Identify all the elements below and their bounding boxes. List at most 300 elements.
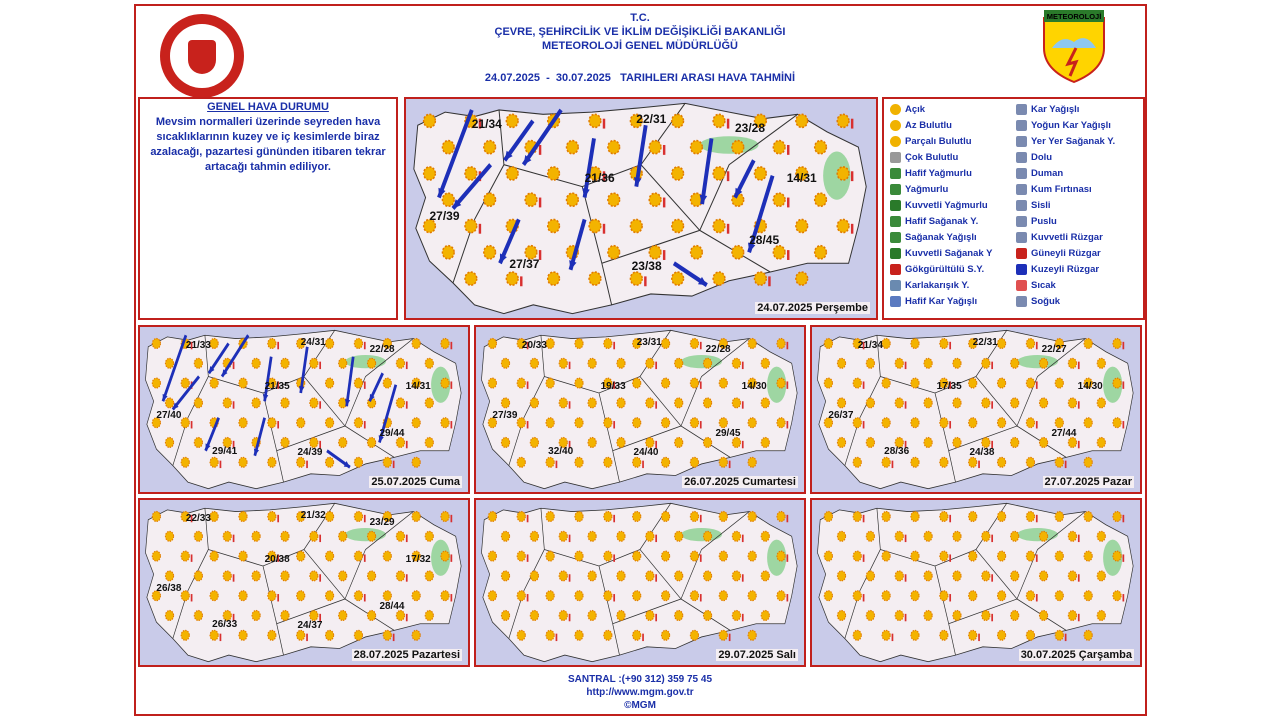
sunny-icon (152, 339, 160, 349)
sunny-icon (488, 378, 496, 388)
sunny-icon (223, 571, 231, 581)
sunny-icon (719, 630, 727, 640)
sunny-icon (969, 551, 977, 561)
legend-label: Dolu (1031, 152, 1053, 163)
sunny-icon (675, 358, 683, 368)
sunny-icon (895, 358, 903, 368)
sunny-icon (732, 246, 744, 259)
sunny-icon (412, 512, 420, 522)
hot-icon (655, 574, 657, 581)
sunny-icon (268, 630, 276, 640)
sunny-icon (748, 457, 756, 467)
sunny-icon (165, 531, 173, 541)
hot-icon (663, 250, 665, 260)
hot-icon (277, 515, 279, 522)
temperature-label: 23/38 (631, 258, 662, 273)
hot-icon (1123, 554, 1125, 561)
sunny-icon (982, 531, 990, 541)
sunny-icon (441, 378, 449, 388)
sunny-icon (354, 630, 362, 640)
sunny-icon (530, 358, 538, 368)
sunny-icon (310, 531, 318, 541)
temperature-label: 29/45 (715, 427, 741, 439)
sunny-icon (181, 551, 189, 561)
hot-icon (787, 198, 789, 208)
sunny-icon (633, 591, 641, 601)
sunny-icon (559, 611, 567, 621)
legend-item-left-7 (890, 215, 978, 229)
sunny-icon (1026, 339, 1034, 349)
sunny-icon (815, 246, 827, 259)
sunny-icon (1113, 591, 1121, 601)
sunny-icon (997, 512, 1005, 522)
legend-symbol-icon (890, 120, 901, 131)
sunny-icon (853, 630, 861, 640)
sunny-icon (853, 512, 861, 522)
temperature-label: 22/28 (705, 343, 731, 355)
sunny-icon (152, 551, 160, 561)
hot-icon (539, 145, 541, 155)
sunny-icon (239, 378, 247, 388)
sunny-icon (911, 551, 919, 561)
sunny-icon (675, 531, 683, 541)
temperature-label: 14/31 (786, 171, 817, 186)
sunny-icon (969, 591, 977, 601)
sunny-icon (181, 418, 189, 428)
sunny-icon (1068, 571, 1076, 581)
sunny-icon (608, 193, 620, 206)
sunny-icon (911, 339, 919, 349)
sunny-icon (239, 457, 247, 467)
sunny-icon (777, 591, 785, 601)
hot-icon (220, 634, 222, 641)
sunny-icon (732, 398, 740, 408)
legend-symbol-icon (890, 104, 901, 115)
temperature-label: 21/34 (471, 116, 502, 131)
sunny-icon (649, 141, 661, 154)
sunny-icon (383, 551, 391, 561)
header-date-range: 24.07.2025 - 30.07.2025 TARIHLERI ARASI HAVA TAHMİNİ (484, 72, 796, 84)
sunny-icon (546, 378, 554, 388)
sunny-icon (548, 272, 560, 285)
sunny-icon (924, 358, 932, 368)
sunny-icon (517, 512, 525, 522)
sunny-icon (354, 378, 362, 388)
footer-url[interactable]: http://www.mgm.gov.tr (586, 687, 694, 698)
temperature-label: 22/31 (972, 336, 998, 348)
legend-symbol-icon (890, 136, 901, 147)
hot-icon (569, 614, 571, 621)
temperature-label: 24/37 (297, 620, 323, 632)
temperature-label: 19/33 (600, 381, 626, 393)
sunny-icon (210, 339, 218, 349)
hot-icon (393, 634, 395, 641)
sunny-icon (837, 611, 845, 621)
temperature-label: 29/44 (379, 427, 405, 439)
sunny-icon (755, 167, 767, 180)
sunny-icon (982, 398, 990, 408)
sunny-icon (210, 378, 218, 388)
legend-label: Yoğun Kar Yağışlı (1031, 120, 1111, 131)
hot-icon (655, 401, 657, 408)
sunny-icon (517, 630, 525, 640)
sunny-icon (165, 611, 173, 621)
legend-symbol-icon (890, 216, 901, 227)
hot-icon (306, 461, 308, 468)
sunny-icon (853, 378, 861, 388)
sunny-icon (824, 339, 832, 349)
legend-item-left-8 (890, 231, 977, 245)
sunny-icon (546, 512, 554, 522)
hot-icon (727, 119, 729, 129)
sunny-icon (617, 438, 625, 448)
sunny-icon (940, 418, 948, 428)
sunny-icon (1113, 378, 1121, 388)
sunny-icon (703, 531, 711, 541)
temperature-label: 27/39 (492, 409, 518, 421)
sunny-icon (761, 611, 769, 621)
sunny-icon (325, 339, 333, 349)
sunny-icon (1026, 630, 1034, 640)
hot-icon (603, 119, 605, 129)
sunny-icon (732, 611, 740, 621)
forecast-date-label: 28.07.2025 Pazartesi (353, 649, 460, 661)
sunny-icon (866, 358, 874, 368)
sunny-icon (661, 630, 669, 640)
sunny-icon (325, 457, 333, 467)
legend-symbol-icon (1016, 264, 1027, 275)
hot-icon (277, 342, 279, 349)
legend-label: Yağmurlu (905, 184, 949, 195)
legend-item-right-11 (1016, 279, 1056, 293)
legend-item-left-9 (890, 247, 992, 261)
legend-symbol-icon (1016, 248, 1027, 259)
legend-symbol-icon (1016, 216, 1027, 227)
sunny-icon (268, 591, 276, 601)
hot-icon (892, 634, 894, 641)
sunny-icon (412, 591, 420, 601)
sunny-icon (465, 219, 477, 232)
sunny-icon (882, 551, 890, 561)
hot-icon (1078, 535, 1080, 542)
sunny-icon (1068, 531, 1076, 541)
sunny-icon (1039, 358, 1047, 368)
sunny-icon (761, 531, 769, 541)
sunny-icon (777, 418, 785, 428)
hot-icon (1123, 594, 1125, 601)
hot-icon (1123, 381, 1125, 388)
temperature-label: 14/30 (741, 381, 767, 393)
sunny-icon (748, 512, 756, 522)
sunny-icon (194, 438, 202, 448)
sunny-icon (588, 358, 596, 368)
sunny-icon (853, 591, 861, 601)
sunny-icon (488, 591, 496, 601)
sunny-icon (412, 418, 420, 428)
sunny-icon (546, 418, 554, 428)
legend-label: Karlakarışık Y. (905, 280, 970, 291)
sunny-icon (924, 398, 932, 408)
sunny-icon (719, 591, 727, 601)
sunny-icon (777, 378, 785, 388)
sunny-icon (588, 611, 596, 621)
hot-icon (655, 362, 657, 369)
hot-icon (863, 594, 865, 601)
temperature-label: 27/44 (1051, 427, 1077, 439)
sunny-icon (1039, 531, 1047, 541)
hot-icon (527, 594, 529, 601)
rain-area (345, 528, 386, 541)
sunny-icon (297, 551, 305, 561)
sunny-icon (281, 398, 289, 408)
temperature-label: 23/31 (636, 336, 662, 348)
temperature-label: 22/33 (185, 513, 211, 525)
sunny-icon (575, 630, 583, 640)
sunny-icon (484, 141, 496, 154)
sunny-icon (325, 551, 333, 561)
sunny-icon (210, 630, 218, 640)
hot-icon (729, 634, 731, 641)
sunny-icon (690, 457, 698, 467)
sunny-icon (1055, 630, 1063, 640)
sunny-icon (713, 114, 725, 127)
legend-label: Az Bulutlu (905, 120, 952, 131)
sunny-icon (354, 339, 362, 349)
sunny-icon (703, 358, 711, 368)
hot-icon (451, 594, 453, 601)
hot-icon (406, 614, 408, 621)
sunny-icon (383, 378, 391, 388)
legend-item-left-4 (890, 167, 972, 181)
sunny-icon (982, 438, 990, 448)
sunny-icon (661, 457, 669, 467)
sunny-icon (646, 358, 654, 368)
legend-symbol-icon (890, 248, 901, 259)
sunny-icon (194, 531, 202, 541)
hot-icon (451, 515, 453, 522)
sunny-icon (1026, 378, 1034, 388)
sunny-icon (911, 378, 919, 388)
temperature-label: 27/39 (429, 208, 460, 223)
sunny-icon (281, 358, 289, 368)
temperature-label: 14/31 (405, 381, 431, 393)
sunny-icon (1055, 418, 1063, 428)
sunny-icon (1097, 438, 1105, 448)
sunny-icon (1068, 611, 1076, 621)
hot-icon (1123, 421, 1125, 428)
sunny-icon (252, 531, 260, 541)
forecast-date-label: 24.07.2025 Perşembe (757, 302, 868, 314)
hot-icon (851, 119, 853, 129)
temperature-label: 20/33 (521, 340, 547, 352)
legend-item-right-0 (1016, 103, 1079, 117)
sunny-icon (703, 438, 711, 448)
hot-icon (527, 381, 529, 388)
hot-icon (863, 421, 865, 428)
legend-item-right-7 (1016, 215, 1057, 229)
sunny-icon (895, 398, 903, 408)
forecast-date-label: 30.07.2025 Çarşamba (1020, 649, 1132, 661)
temperature-label: 23/29 (369, 516, 395, 528)
hot-icon (527, 554, 529, 561)
hot-icon (787, 342, 789, 349)
hot-icon (191, 594, 193, 601)
sunny-icon (181, 378, 189, 388)
hot-icon (991, 614, 993, 621)
legend-label: Puslu (1031, 216, 1057, 227)
sunny-icon (940, 551, 948, 561)
hot-icon (991, 574, 993, 581)
sunny-icon (646, 438, 654, 448)
sunny-icon (633, 551, 641, 561)
sunny-icon (525, 193, 537, 206)
sunny-icon (690, 551, 698, 561)
hot-icon (742, 574, 744, 581)
sunny-icon (383, 630, 391, 640)
sunny-icon (152, 512, 160, 522)
sunny-icon (396, 398, 404, 408)
sunny-icon (661, 551, 669, 561)
sunny-icon (895, 611, 903, 621)
sunny-icon (617, 611, 625, 621)
sunny-icon (1039, 438, 1047, 448)
general-weather-title: GENEL HAVA DURUMU (207, 101, 329, 113)
legend-item-right-10 (1016, 263, 1099, 277)
forecast-map-day-5 (138, 498, 470, 667)
hot-icon (978, 634, 980, 641)
legend-symbol-icon (890, 152, 901, 163)
hot-icon (191, 421, 193, 428)
sunny-icon (383, 591, 391, 601)
hot-icon (1078, 614, 1080, 621)
sunny-icon (691, 141, 703, 154)
sunny-icon (755, 272, 767, 285)
sunny-icon (796, 272, 808, 285)
legend-label: Sağanak Yağışlı (905, 232, 977, 243)
hot-icon (451, 381, 453, 388)
hot-icon (1078, 441, 1080, 448)
sunny-icon (1011, 531, 1019, 541)
sunny-icon (567, 141, 579, 154)
hot-icon (406, 362, 408, 369)
temperature-label: 27/40 (156, 409, 182, 421)
legend-item-left-11 (890, 279, 969, 293)
temperature-label: 14/30 (1077, 381, 1103, 393)
sunny-icon (367, 571, 375, 581)
sunny-icon (488, 551, 496, 561)
sunny-icon (661, 339, 669, 349)
hot-icon (556, 461, 558, 468)
legend-symbol-icon (890, 264, 901, 275)
sunny-icon (815, 141, 827, 154)
sunny-icon (194, 398, 202, 408)
sunny-icon (997, 378, 1005, 388)
legend-symbol-icon (1016, 280, 1027, 291)
legend-label: Çok Bulutlu (905, 152, 959, 163)
legend-label: Sıcak (1031, 280, 1056, 291)
rain-area (681, 528, 722, 541)
hot-icon (700, 421, 702, 428)
sunny-icon (672, 114, 684, 127)
sunny-icon (748, 630, 756, 640)
sunny-icon (575, 457, 583, 467)
sunny-icon (953, 358, 961, 368)
hot-icon (655, 535, 657, 542)
sunny-icon (895, 531, 903, 541)
sunny-icon (442, 141, 454, 154)
sunny-icon (969, 630, 977, 640)
hot-icon (277, 421, 279, 428)
sunny-icon (940, 512, 948, 522)
sunny-icon (1113, 512, 1121, 522)
sunny-icon (1011, 611, 1019, 621)
sunny-icon (194, 571, 202, 581)
sunny-icon (882, 512, 890, 522)
sunny-icon (297, 457, 305, 467)
general-weather-box (138, 97, 398, 320)
sunny-icon (672, 167, 684, 180)
hot-icon (569, 401, 571, 408)
legend-item-right-6 (1016, 199, 1051, 213)
hot-icon (613, 554, 615, 561)
turkey-map-svg (812, 327, 1140, 492)
sunny-icon (575, 339, 583, 349)
hot-icon (1123, 515, 1125, 522)
sunny-icon (530, 611, 538, 621)
legend-label: Hafif Yağmurlu (905, 168, 972, 179)
sunny-icon (604, 591, 612, 601)
footer-copyright: ©MGM (624, 700, 656, 711)
hot-icon (1036, 342, 1038, 349)
sunny-icon (1113, 418, 1121, 428)
sunny-icon (837, 114, 849, 127)
sunny-icon (882, 457, 890, 467)
legend-item-left-12 (890, 295, 977, 309)
sunny-icon (690, 378, 698, 388)
sunny-icon (506, 272, 518, 285)
sunny-icon (866, 611, 874, 621)
legend-label: Kuvvetli Yağmurlu (905, 200, 988, 211)
legend-label: Kuvvetli Sağanak Y (905, 248, 993, 259)
sunny-icon (194, 358, 202, 368)
sunny-icon (1113, 339, 1121, 349)
sunny-icon (1055, 457, 1063, 467)
forecast-map-day-4 (810, 325, 1142, 494)
sunny-icon (604, 457, 612, 467)
sunny-icon (1084, 630, 1092, 640)
sunny-icon (310, 398, 318, 408)
sunny-icon (396, 438, 404, 448)
hot-icon (364, 554, 366, 561)
sunny-icon (575, 378, 583, 388)
legend-label: Güneyli Rüzgar (1031, 248, 1101, 259)
sunny-icon (649, 246, 661, 259)
sunny-icon (604, 512, 612, 522)
sunny-icon (661, 512, 669, 522)
sunny-icon (837, 438, 845, 448)
sunny-icon (924, 611, 932, 621)
sunny-icon (982, 358, 990, 368)
hot-icon (742, 614, 744, 621)
sunny-icon (465, 167, 477, 180)
hot-icon (479, 224, 481, 234)
sunny-icon (796, 114, 808, 127)
sunny-icon (530, 438, 538, 448)
sunny-icon (239, 591, 247, 601)
turkey-map-svg (476, 500, 804, 665)
sunny-icon (367, 438, 375, 448)
sunny-icon (441, 418, 449, 428)
